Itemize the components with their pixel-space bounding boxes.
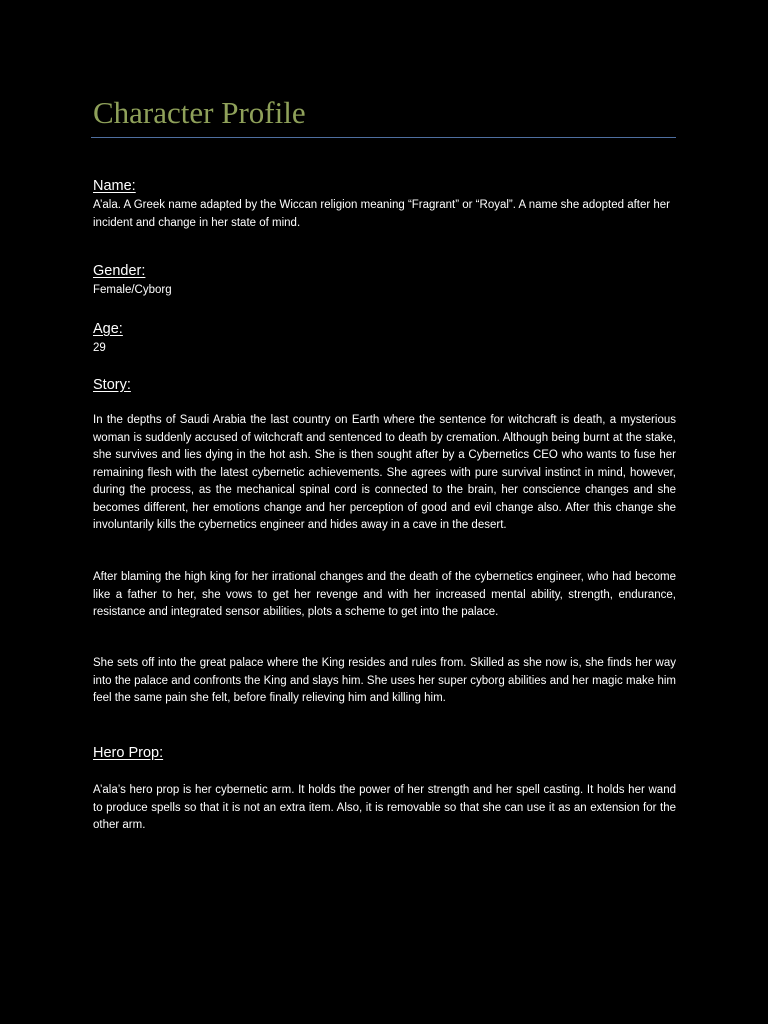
hero-prop-heading: Hero Prop:	[93, 745, 164, 761]
story-paragraph-1: In the depths of Saudi Arabia the last country on Earth where the sentence for witchcraft is death, a mysterious woman is suddenly accused of witchcraft and sentenced to death by cremation. Although being burnt at the stake, she survives and lies dying in the hot ash. She is then sought after by a Cybernetics CEO who wants to fuse her remaining flesh with the latest cybernetic achievements. She agrees with pure survival instinct in mind, however, during the process, as the mechanical spinal cord is connected to the brain, her conscience changes and she becomes different, her emotions change and her perception of good and evil change also. After this change she involuntarily kills the cybernetics engineer and hides away in a cave in the desert.	[93, 414, 676, 531]
story-paragraph-2: After blaming the high king for her irrational changes and the death of the cybernetics engineer, who had become like a father to her, she vows to get her revenge and with her increased mental ability, strength, endurance, resistance and integrated sensor abilities, plots a scheme to get into the palace.	[93, 571, 676, 618]
title-divider	[91, 137, 676, 138]
gender-heading: Gender:	[93, 263, 146, 279]
age-heading: Age:	[93, 321, 123, 337]
hero-prop-value: A’ala’s hero prop is her cybernetic arm. It holds the power of her strength and her spell casting. It holds her wand to produce spells so that it is not an extra item. Also, it is removable so that she can use it as an extension for the other arm.	[93, 784, 676, 831]
name-heading: Name:	[93, 178, 136, 194]
name-value: A’ala. A Greek name adapted by the Wiccan religion meaning “Fragrant” or “Royal”. A name she adopted after her incident and change in her state of mind.	[93, 199, 671, 229]
page-title: Character Profile	[93, 95, 306, 130]
story-heading: Story:	[93, 377, 131, 393]
gender-value: Female/Cyborg	[93, 284, 172, 296]
age-value: 29	[93, 342, 106, 354]
story-paragraph-3: She sets off into the great palace where the King resides and rules from. Skilled as she now is, she finds her way into the palace and confronts the King and slays him. She uses her super cyborg abilities and her magic make him feel the same pain she felt, before finally relieving him and killing him.	[93, 657, 676, 704]
